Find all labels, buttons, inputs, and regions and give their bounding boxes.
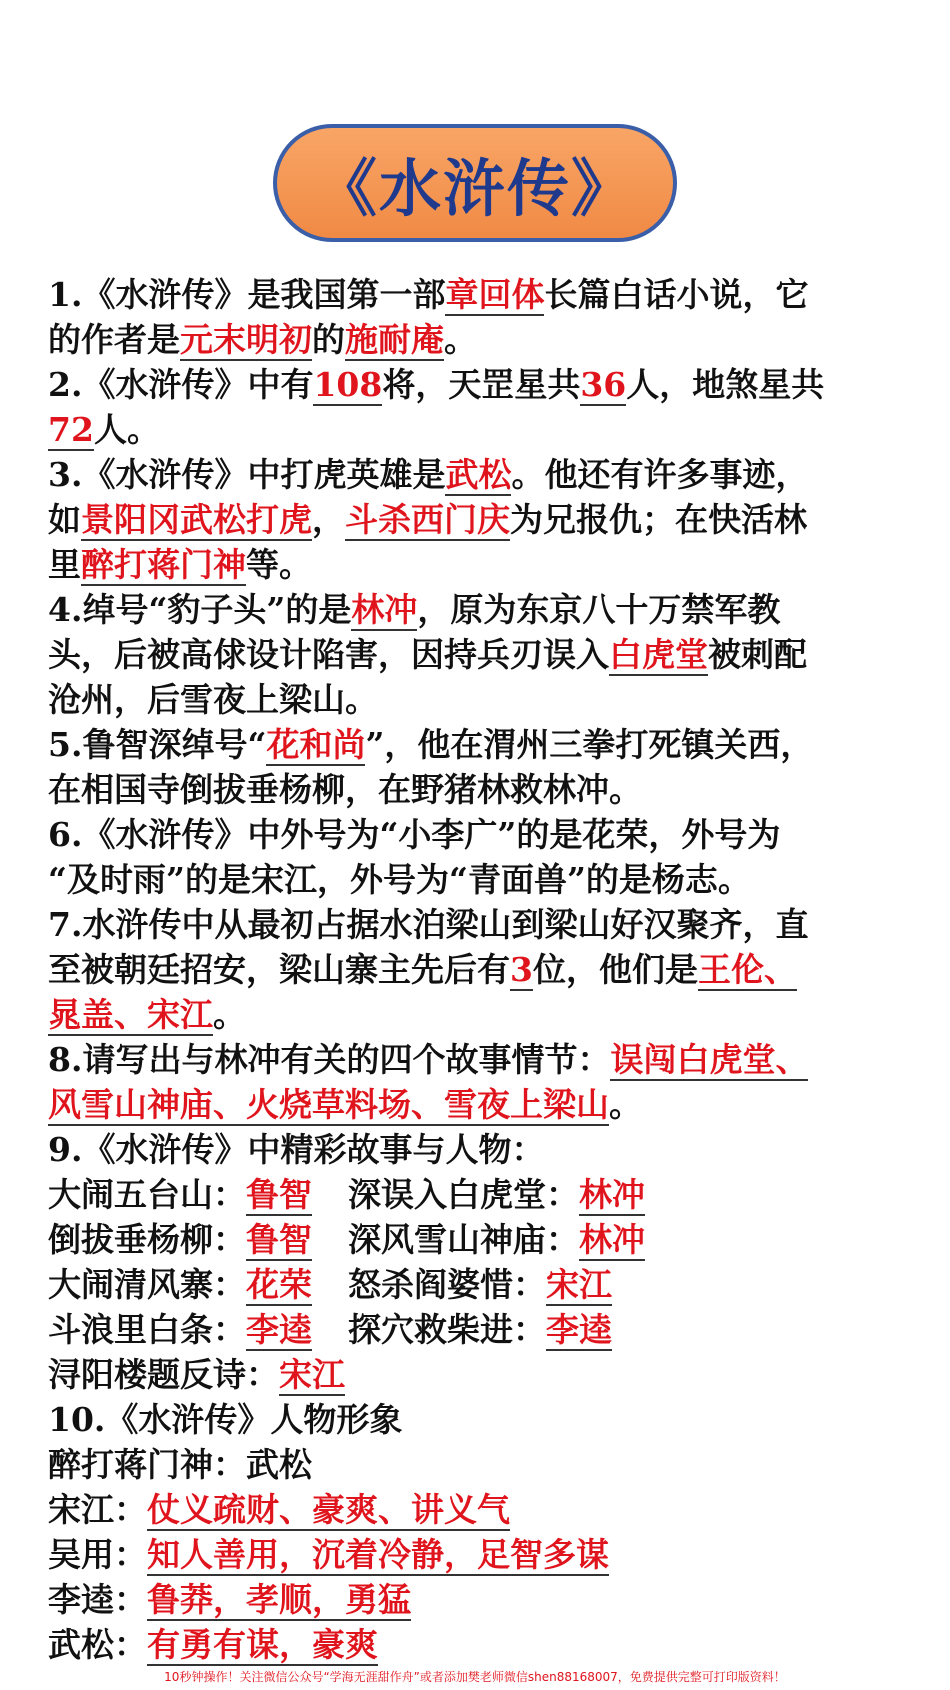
text-line xyxy=(48,632,938,677)
story-label: 深误入白虎堂： xyxy=(348,1175,579,1214)
plain-text: 长篇白话小说，它 xyxy=(544,275,809,314)
answer-text: 仗义疏财、豪爽、讲义气 xyxy=(147,1490,510,1529)
plain-text: ，原为东京八十万禁军教 xyxy=(417,590,781,629)
plain-text: 宋江： xyxy=(48,1490,147,1529)
answer-text: 72 xyxy=(48,410,94,449)
answer-text: 误闯白虎堂、 xyxy=(610,1040,809,1079)
answer-text: 章回体 xyxy=(445,275,545,314)
text-line xyxy=(48,1127,938,1172)
plain-text: ”，他在渭州三拳打死镇关西， xyxy=(365,725,814,764)
answer-text: 王伦、 xyxy=(697,950,797,989)
story-label: 深风雪山神庙： xyxy=(348,1220,579,1259)
answer-text: 108 xyxy=(313,365,383,404)
plain-text: 3.《水浒传》中打虎英雄是 xyxy=(48,455,446,494)
answer-text: 宋江 xyxy=(279,1355,345,1394)
text-line xyxy=(48,1442,938,1487)
plain-text: 在相国寺倒拔垂杨柳，在野猪林救林冲。 xyxy=(48,770,642,809)
plain-text: 被刺配 xyxy=(708,635,807,674)
story-label: 斗浪里白条： xyxy=(48,1310,246,1349)
text-line xyxy=(48,1487,938,1532)
plain-text: 。他还有许多事迹， xyxy=(511,455,809,494)
plain-text: 人。 xyxy=(93,410,160,449)
text-line xyxy=(48,407,938,452)
plain-text: 李逵： xyxy=(48,1580,147,1619)
text-line xyxy=(48,857,938,902)
plain-text: 4.绰号“豹子头”的是 xyxy=(48,590,352,629)
page-title: 《水浒传》 xyxy=(314,151,635,225)
plain-text: 10.《水浒传》人物形象 xyxy=(48,1400,403,1439)
plain-text: 。 xyxy=(444,320,477,359)
answer-text: 林冲 xyxy=(579,1175,645,1214)
plain-text: 6.《水浒传》中外号为“小李广”的是花荣，外号为 xyxy=(48,815,781,854)
answer-text: 斗杀西门庆 xyxy=(345,500,510,539)
answer-text: 鲁智 xyxy=(246,1175,312,1214)
plain-text: 浔阳楼题反诗： xyxy=(48,1355,279,1394)
footer-note: 10秒钟操作！关注微信公众号“学海无涯甜作舟”或者添加樊老师微信shen88168007，免费提供完整可打印版资料！ xyxy=(164,1670,786,1684)
plain-text: 人，地煞星共 xyxy=(626,365,825,404)
text-line xyxy=(48,1397,938,1442)
plain-text: ， xyxy=(312,500,345,539)
text-line xyxy=(48,1082,938,1127)
text-line xyxy=(48,1352,938,1397)
answer-text: 醉打蒋门神 xyxy=(81,545,246,584)
plain-text: 。 xyxy=(213,995,246,1034)
plain-text: 8.请写出与林冲有关的四个故事情节： xyxy=(48,1040,611,1079)
answer-text: 鲁莽，孝顺，勇猛 xyxy=(147,1580,411,1619)
text-line xyxy=(48,497,938,542)
answer-text: 林冲 xyxy=(579,1220,645,1259)
answer-text: 李逵 xyxy=(246,1310,312,1349)
content-body xyxy=(48,272,938,1667)
answer-text: 3 xyxy=(510,950,533,989)
text-line xyxy=(48,272,938,317)
plain-text: “及时雨”的是宋江，外号为“青面兽”的是杨志。 xyxy=(48,860,751,899)
text-line xyxy=(48,992,938,1037)
plain-text: 如 xyxy=(48,500,81,539)
answer-text: 鲁智 xyxy=(246,1220,312,1259)
answer-text: 白虎堂 xyxy=(609,635,708,674)
answer-text: 花荣 xyxy=(246,1265,312,1304)
answer-text: 36 xyxy=(580,365,627,404)
text-line xyxy=(48,587,938,632)
plain-text: 醉打蒋门神：武松 xyxy=(48,1445,312,1484)
text-line xyxy=(48,362,938,407)
plain-text: 9.《水浒传》中精彩故事与人物： xyxy=(48,1130,545,1169)
answer-text: 施耐庵 xyxy=(345,320,444,359)
plain-text: 武松： xyxy=(48,1625,147,1664)
story-label: 倒拔垂杨柳： xyxy=(48,1220,246,1259)
text-line xyxy=(48,812,938,857)
plain-text: 位，他们是 xyxy=(532,950,698,989)
answer-text: 风雪山神庙、火烧草料场、雪夜上梁山 xyxy=(48,1085,609,1124)
story-label: 怒杀阎婆惜： xyxy=(348,1265,546,1304)
story-pair-row xyxy=(48,1172,938,1217)
plain-text: 的 xyxy=(312,320,345,359)
text-line xyxy=(48,317,938,362)
plain-text: 吴用： xyxy=(48,1535,147,1574)
plain-text: 至被朝廷招安，梁山寨主先后有 xyxy=(48,950,510,989)
plain-text: 2.《水浒传》中有 xyxy=(48,365,314,404)
plain-text: 的作者是 xyxy=(48,320,180,359)
text-line xyxy=(48,767,938,812)
answer-text: 花和尚 xyxy=(266,725,366,764)
story-pair-row xyxy=(48,1262,938,1307)
plain-text: 。 xyxy=(609,1085,642,1124)
plain-text: 1.《水浒传》是我国第一部 xyxy=(48,275,446,314)
plain-text: 为兄报仇；在快活林 xyxy=(510,500,807,539)
text-line xyxy=(48,452,938,497)
plain-text: 5.鲁智深绰号“ xyxy=(48,725,267,764)
story-pair-row xyxy=(48,1217,938,1262)
story-label: 大闹五台山： xyxy=(48,1175,246,1214)
answer-text: 宋江 xyxy=(546,1265,612,1304)
title-banner xyxy=(273,124,677,242)
text-line xyxy=(48,902,938,947)
answer-text: 李逵 xyxy=(546,1310,612,1349)
answer-text: 晁盖、宋江 xyxy=(48,995,213,1034)
story-label: 探穴救柴进： xyxy=(348,1310,546,1349)
plain-text: 沧州，后雪夜上梁山。 xyxy=(48,680,378,719)
plain-text: 将，天罡星共 xyxy=(382,365,581,404)
text-line xyxy=(48,1037,938,1082)
answer-text: 有勇有谋，豪爽 xyxy=(147,1625,378,1664)
plain-text: 7.水浒传中从最初占据水泊梁山到梁山好汉聚齐，直 xyxy=(48,905,809,944)
text-line xyxy=(48,1532,938,1577)
answer-text: 元末明初 xyxy=(180,320,312,359)
answer-text: 景阳冈武松打虎 xyxy=(81,500,312,539)
text-line xyxy=(48,677,938,722)
text-line xyxy=(48,1622,938,1667)
plain-text: 头，后被高俅设计陷害，因持兵刃误入 xyxy=(48,635,609,674)
plain-text: 里 xyxy=(48,545,81,584)
story-pair-row xyxy=(48,1307,938,1352)
answer-text: 知人善用，沉着冷静，足智多谋 xyxy=(147,1535,609,1574)
answer-text: 林冲 xyxy=(351,590,418,629)
text-line xyxy=(48,1577,938,1622)
story-label: 大闹清风寨： xyxy=(48,1265,246,1304)
plain-text: 等。 xyxy=(246,545,312,584)
text-line xyxy=(48,947,938,992)
text-line xyxy=(48,542,938,587)
text-line xyxy=(48,722,938,767)
answer-text: 武松 xyxy=(445,455,512,494)
